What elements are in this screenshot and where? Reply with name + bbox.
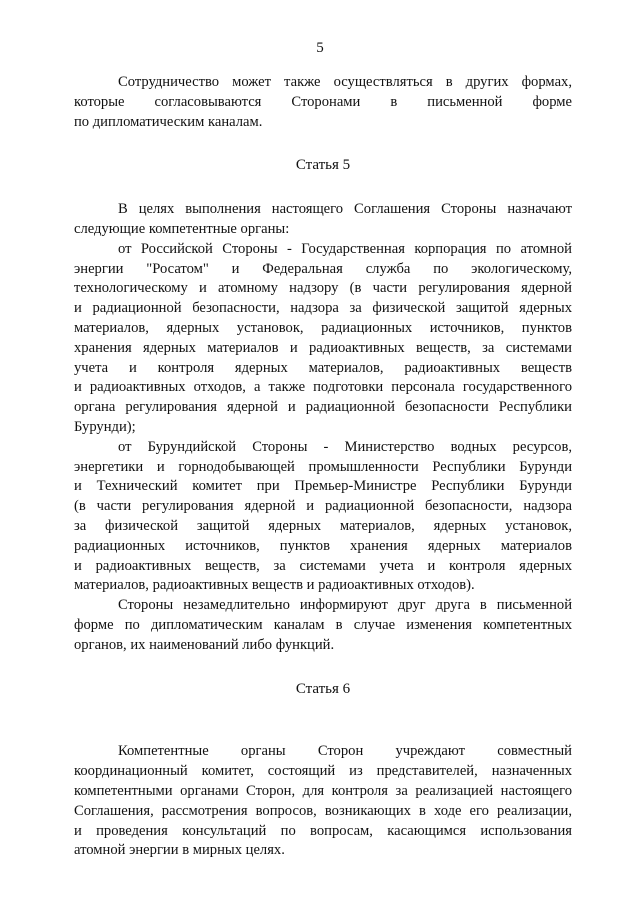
text-line: которые согласовываются Сторонами в письменной форме	[74, 93, 572, 110]
text-line: энергии "Росатом" и Федеральная служба по экологическому,	[74, 260, 572, 277]
text-line: координационный комитет, состоящий из представителей, назначенных	[74, 763, 572, 780]
text-line: за физической защитой ядерных материалов, ядерных установок,	[74, 517, 572, 534]
text-line: технологическому и атомному надзору (в части регулирования ядерной	[74, 280, 572, 297]
article-6-title: Статья 6	[295, 680, 351, 697]
text-line: и радиоактивных отходов, а также подготовки персонала государственного	[74, 379, 572, 396]
text-line: и Технический комитет при Премьер-Министре Республики Бурунди	[74, 478, 572, 495]
article-5-paragraph-4	[74, 596, 572, 655]
page-number: 5	[316, 40, 324, 56]
text-line: материалов, ядерных установок, радиационных источников, пунктов	[74, 319, 572, 336]
article-5-paragraph-2	[74, 240, 572, 438]
text-line: Стороны незамедлительно информируют друг друга в письменной	[118, 597, 572, 614]
text-line: и проведения консультаций по вопросам, касающимся использования	[74, 822, 572, 839]
article-6-paragraph-1	[74, 742, 572, 861]
article-5-paragraph-1	[74, 200, 572, 240]
text-line: от Бурундийской Стороны - Министерство водных ресурсов,	[118, 438, 572, 455]
text-line: энергетики и горнодобывающей промышленности Республики Бурунди	[74, 458, 572, 475]
intro-paragraph	[74, 73, 572, 132]
text-line: компетентными органами Сторон, для контроля за реализацией настоящего	[74, 782, 572, 799]
text-line: радиационных источников, пунктов хранения ядерных материалов	[74, 537, 572, 554]
text-line: органа регулирования ядерной и радиационной безопасности Республики	[74, 399, 572, 416]
document-body	[74, 73, 572, 861]
text-line: Бурунди);	[74, 418, 136, 435]
text-line: (в части регулирования ядерной и радиационной безопасности, надзора	[74, 498, 572, 515]
article-5-paragraph-3	[74, 438, 572, 596]
text-line: хранения ядерных материалов и радиоактивных веществ, за системами	[74, 339, 572, 356]
text-line: материалов, радиоактивных веществ и радиоактивных отходов).	[74, 577, 475, 594]
text-line: Соглашения, рассмотрения вопросов, возникающих в ходе его реализации,	[74, 802, 572, 819]
text-line: форме по дипломатическим каналам в случае изменения компетентных	[74, 616, 572, 633]
text-line: по дипломатическим каналам.	[74, 113, 263, 130]
text-line: В целях выполнения настоящего Соглашения Стороны назначают	[118, 201, 572, 218]
text-line: от Российской Стороны - Государственная корпорация по атомной	[118, 240, 572, 257]
text-line: и радиоактивных веществ, за системами учета и контроля ядерных	[74, 557, 572, 574]
text-line: Сотрудничество может также осуществляться в других формах,	[118, 74, 572, 90]
text-line: атомной энергии в мирных целях.	[74, 842, 285, 859]
text-line: следующие компетентные органы:	[74, 220, 290, 237]
text-line: учета и контроля ядерных материалов, радиоактивных веществ	[74, 359, 572, 376]
text-line: и радиационной безопасности, надзора за физической защитой ядерных	[74, 300, 572, 317]
article-5-title: Статья 5	[295, 157, 351, 174]
text-line: органов, их наименований либо функций.	[74, 636, 335, 653]
text-line: Компетентные органы Сторон учреждают совместный	[118, 743, 572, 760]
